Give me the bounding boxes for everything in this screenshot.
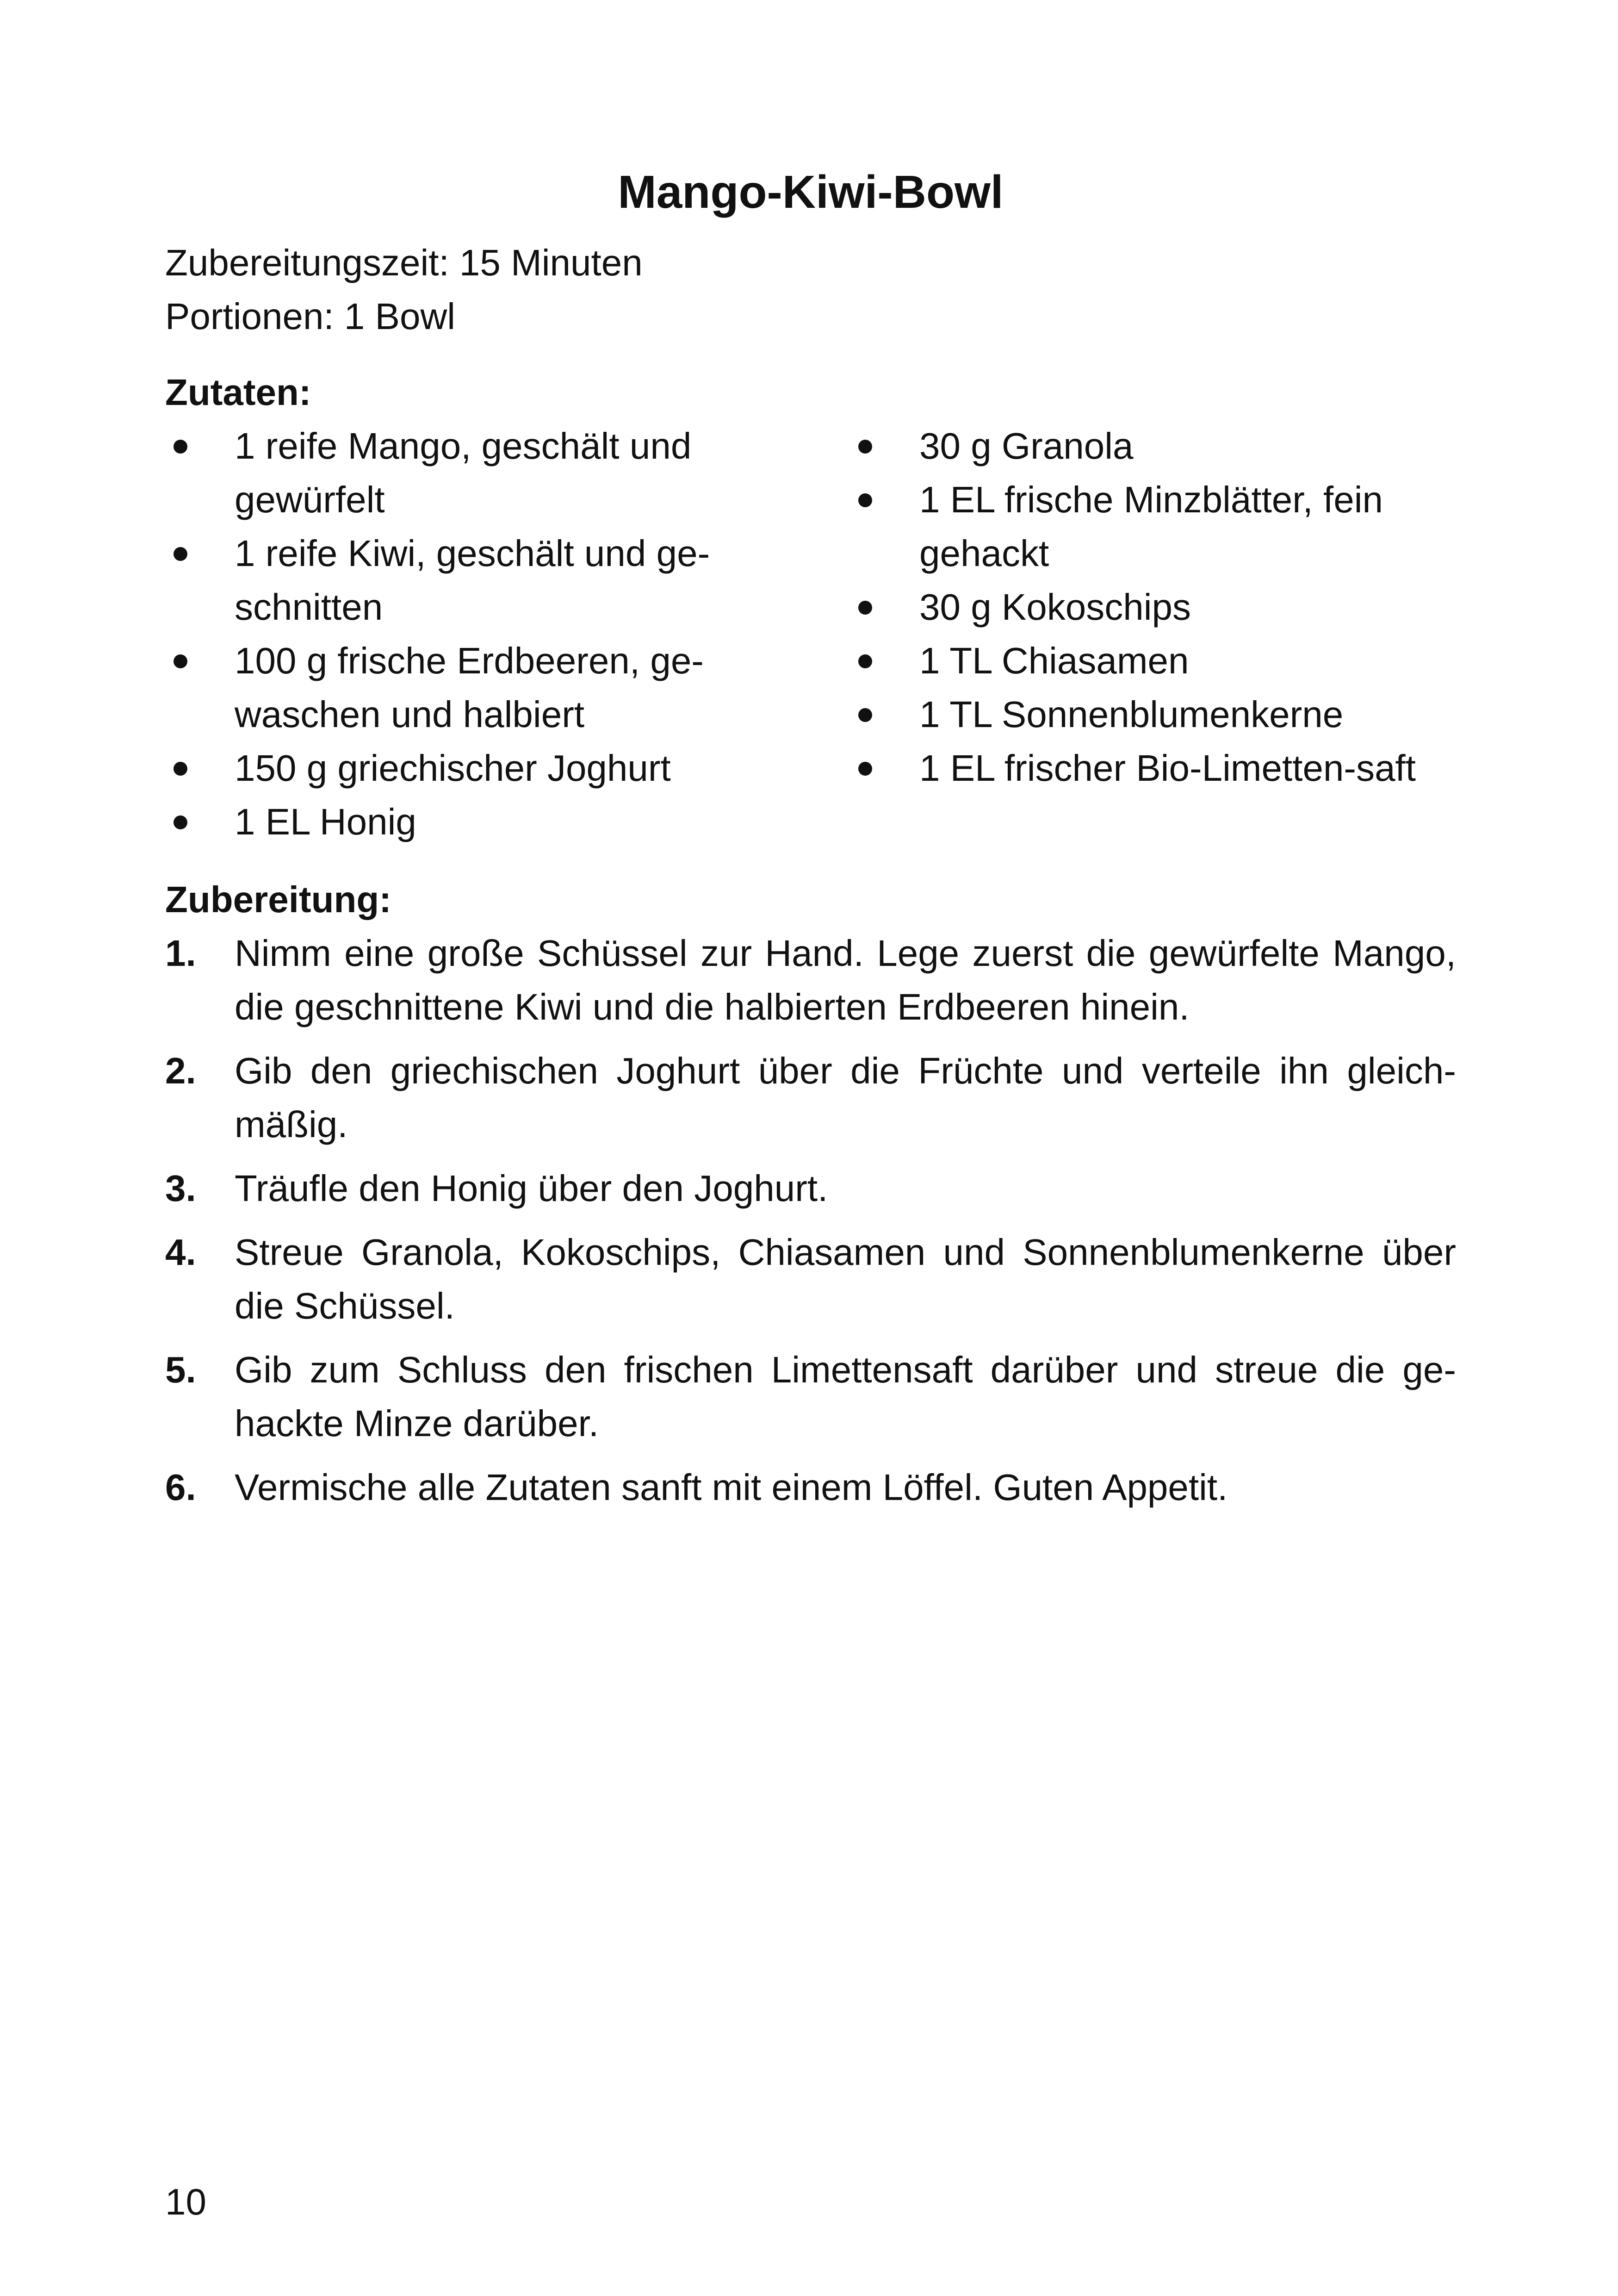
step-text: Träufle den Honig über den Joghurt. xyxy=(235,1168,828,1209)
ingredients-column-right xyxy=(850,419,1428,849)
step-text: Gib den griechischen Joghurt über die Früchte und verteile ihn gleich-mäßig. xyxy=(235,1050,1456,1145)
recipe-page xyxy=(165,162,1456,1524)
preparation-steps xyxy=(165,927,1456,1514)
ingredients-heading: Zutaten: xyxy=(165,372,311,413)
preparation-heading: Zubereitung: xyxy=(165,879,391,920)
step-item xyxy=(165,1162,1456,1215)
bullet-icon xyxy=(858,708,872,722)
ingredient-text: 1 EL frische Minzblätter, fein gehackt xyxy=(919,479,1383,574)
ingredient-item xyxy=(165,634,767,741)
ingredient-text: 30 g Granola xyxy=(919,425,1134,467)
ingredient-text: 1 reife Mango, geschält und gewürfelt xyxy=(235,425,692,520)
ingredient-text: 1 TL Chiasamen xyxy=(919,640,1189,681)
bullet-icon xyxy=(858,440,872,454)
bullet-icon xyxy=(858,762,872,776)
ingredient-item xyxy=(850,688,1428,741)
prep-time: Zubereitungszeit: 15 Minuten xyxy=(165,242,643,283)
step-item xyxy=(165,1461,1456,1514)
ingredient-item xyxy=(850,419,1428,473)
ingredient-item xyxy=(165,419,767,527)
ingredient-text: 1 EL frischer Bio-Limetten-saft xyxy=(919,747,1416,789)
ingredient-item xyxy=(850,473,1428,580)
bullet-icon xyxy=(858,601,872,615)
step-item xyxy=(165,1044,1456,1151)
ingredient-item xyxy=(850,580,1428,634)
step-text: Vermische alle Zutaten sanft mit einem Löffel. Guten Appetit. xyxy=(235,1467,1228,1508)
ingredient-item xyxy=(850,741,1428,795)
page-number: 10 xyxy=(165,2181,206,2222)
bullet-icon xyxy=(858,654,872,668)
step-item xyxy=(165,1226,1456,1333)
ingredient-item xyxy=(165,795,767,849)
step-text: Nimm eine große Schüssel zur Hand. Lege zuerst die gewürfelte Mango, die geschnittene Kiwi und die halbierten Erdbeeren hinein. xyxy=(235,933,1456,1027)
recipe-title: Mango-Kiwi-Bowl xyxy=(618,166,1004,218)
bullet-icon xyxy=(174,547,187,561)
step-text: Streue Granola, Kokoschips, Chiasamen und Sonnenblumenkerne über die Schüssel. xyxy=(235,1232,1456,1326)
ingredient-item xyxy=(850,634,1428,688)
ingredient-text: 1 reife Kiwi, geschält und ge-schnitten xyxy=(235,533,710,628)
bullet-icon xyxy=(174,654,187,668)
step-text: Gib zum Schluss den frischen Limettensaft darüber und streue die ge-hackte Minze darüber. xyxy=(235,1349,1456,1444)
step-number: 4. xyxy=(165,1232,196,1273)
step-number: 3. xyxy=(165,1168,196,1209)
step-number: 5. xyxy=(165,1349,196,1390)
ingredient-item xyxy=(165,527,767,634)
step-item xyxy=(165,1343,1456,1450)
servings: Portionen: 1 Bowl xyxy=(165,296,456,337)
ingredient-text: 1 TL Sonnenblumenkerne xyxy=(919,694,1344,735)
ingredient-item xyxy=(165,741,767,795)
bullet-icon xyxy=(858,493,872,507)
step-number: 6. xyxy=(165,1467,196,1508)
bullet-icon xyxy=(174,440,187,454)
bullet-icon xyxy=(174,815,187,829)
bullet-icon xyxy=(174,762,187,776)
step-number: 1. xyxy=(165,933,196,974)
ingredient-text: 30 g Kokoschips xyxy=(919,586,1191,628)
step-item xyxy=(165,927,1456,1034)
ingredient-text: 1 EL Honig xyxy=(235,801,416,842)
step-number: 2. xyxy=(165,1050,196,1091)
ingredients-list xyxy=(165,419,1456,849)
ingredient-text: 100 g frische Erdbeeren, ge-waschen und halbiert xyxy=(235,640,704,735)
ingredient-text: 150 g griechischer Joghurt xyxy=(235,747,671,789)
ingredients-column-left xyxy=(165,419,767,849)
